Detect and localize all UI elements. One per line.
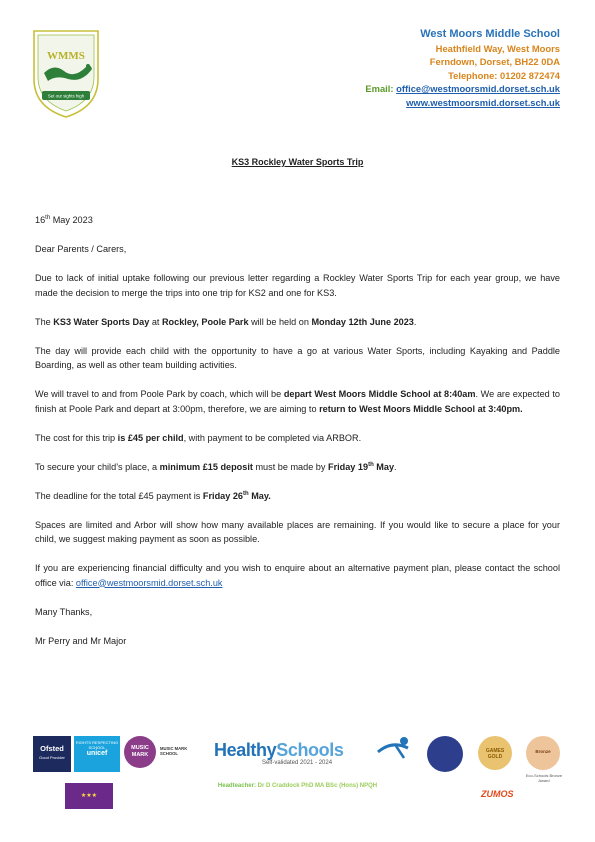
healthy-schools-logo: HealthySchools xyxy=(214,740,344,760)
school-address-block xyxy=(365,28,560,110)
music-mark-logo: MUSIC MARK xyxy=(124,736,156,768)
signature: Mr Perry and Mr Major xyxy=(35,635,127,646)
crest-banner-text: Set our sights high xyxy=(47,93,85,99)
paragraph-deposit: To secure your child’s place, a minimum £15 deposit must be made by Friday 19th May. xyxy=(35,461,397,472)
website-link[interactable]: www.westmoorsmid.dorset.sch.uk xyxy=(406,96,560,108)
letter-body xyxy=(35,213,560,648)
email-link[interactable]: office@westmoorsmid.dorset.sch.uk xyxy=(396,83,560,95)
paragraph-uptake: Due to lack of initial uptake following our previous letter regarding a Rockley Water Sports Trip for each year group, we have made the decision to merge the trips into one trip for KS2 and one for KS3. xyxy=(35,273,560,298)
paragraph-cost: The cost for this trip is £45 per child, with payment to be completed via ARBOR. xyxy=(35,432,362,443)
footer-logos xyxy=(0,728,595,818)
school-games-gold-logo: GAMES GOLD xyxy=(478,736,512,770)
crest-text: WMMS xyxy=(47,50,85,62)
school-games-stamp-logo xyxy=(427,736,463,772)
eco-schools-bronze-logo: Bronze Eco-Schools Bronze Award xyxy=(526,736,560,770)
ofsted-logo: Ofsted Good Provider xyxy=(33,736,71,772)
healthy-schools-subtitle: Self-validated 2021 - 2024 xyxy=(262,760,333,766)
school-name: West Moors Middle School xyxy=(420,28,560,40)
address-line-1: Heathfield Way, West Moors xyxy=(435,42,560,54)
paragraph-spaces: Spaces are limited and Arbor will show how many available places are remaining. If you would like to secure a place for your child, we suggest making payment as soon as possible. xyxy=(35,519,560,544)
email-label: Email: xyxy=(365,83,397,95)
letter-title: KS3 Rockley Water Sports Trip xyxy=(231,157,364,167)
paragraph-travel: We will travel to and from Poole Park by coach, which will be depart West Moors Middle School at 8:40am. We are expected to finish at Poole Park and depart at 3:00pm, therefore, we are aiming to return to West Moors Middle School at 3:40pm. xyxy=(35,389,560,414)
address-line-2: Ferndown, Dorset, BH22 0DA xyxy=(429,56,560,68)
paragraph-event: The KS3 Water Sports Day at Rockley, Poole Park will be held on Monday 12th June 2023. xyxy=(35,316,417,327)
zumos-logo: ZUMOS xyxy=(481,789,514,799)
paragraph-deadline: The deadline for the total £45 payment is Friday 26th May. xyxy=(35,490,271,501)
school-crest-logo xyxy=(30,27,102,119)
signoff: Many Thanks, xyxy=(35,606,93,617)
email-row xyxy=(365,82,560,96)
telephone: Telephone: 01202 872474 xyxy=(448,69,560,81)
paragraph-activities: The day will provide each child with the opportunity to have a go at various Water Sports, including Kayaking and Paddle Boarding, as well as other team building activities. xyxy=(35,345,560,370)
kids-characters-logo: ★★★ xyxy=(65,783,113,809)
office-email-link[interactable]: office@westmoorsmid.dorset.sch.uk xyxy=(75,577,223,588)
letter-date: 16th May 2023 xyxy=(35,214,93,225)
salutation: Dear Parents / Carers, xyxy=(35,244,127,254)
healthy-schools-figure-icon xyxy=(374,736,414,760)
music-mark-school-label: MUSIC MARK SCHOOL xyxy=(160,746,188,756)
unicef-logo: RIGHTS RESPECTING SCHOOL unicef xyxy=(74,736,120,772)
headteacher-line: Headteacher: Dr D Craddock PhD MA BSc (Hons) NPQH xyxy=(217,783,378,789)
paragraph-hardship: If you are experiencing financial difficulty and you wish to enquire about an alternative payment plan, please contact the school office via: office@westmoorsmid.dorset.sch.uk xyxy=(35,563,560,588)
